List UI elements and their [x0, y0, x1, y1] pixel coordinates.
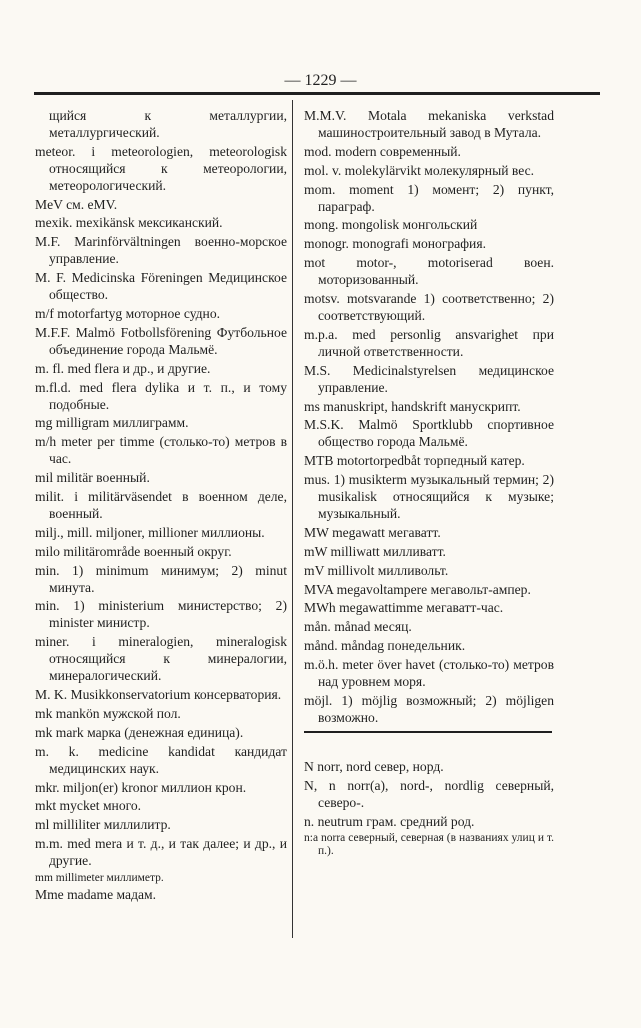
- dictionary-entry: M.M.V. Motala mekaniska verkstad машиностроительный завод в Мутала.: [304, 108, 554, 140]
- dictionary-entry: mkr. miljon(er) kronor миллион крон.: [35, 779, 247, 795]
- dictionary-entry: MWh megawattimme мегаватт-час.: [304, 600, 504, 616]
- dictionary-entry: mm millimeter миллиметр.: [35, 872, 164, 885]
- dictionary-entry: miner. i mineralogien, mineralogisk относящийся к минералогии, минералогический.: [35, 634, 287, 684]
- dictionary-entry: mW milliwatt милливатт.: [304, 543, 446, 559]
- dictionary-entry: m.p.a. med personlig ansvarighet при личной ответственности.: [304, 326, 554, 359]
- section-end-rule: [304, 731, 552, 733]
- dictionary-entry: milit. i militärväsendet в военном деле, военный.: [35, 489, 287, 521]
- dictionary-entry: m/f motorfartyg моторное судно.: [35, 305, 221, 321]
- dictionary-entry: min. 1) minimum минимум; 2) minut минута.: [35, 562, 287, 595]
- dictionary-entry: mån. månad месяц.: [304, 619, 412, 635]
- dictionary-entry: min. 1) ministerium министерство; 2) minister министр.: [35, 598, 287, 631]
- dictionary-entry: m. fl. med flera и др., и другие.: [35, 360, 211, 376]
- dictionary-entry: MeV см. eMV.: [35, 196, 118, 212]
- dictionary-entry: mg milligram миллиграмм.: [35, 415, 189, 431]
- dictionary-entry: m.fl.d. med flera dylika и т. п., и тому подобные.: [35, 379, 287, 412]
- left-column: [35, 108, 287, 906]
- dictionary-entry: motsv. motsvarande 1) соответственно; 2) соответствующий.: [304, 291, 554, 323]
- dictionary-entry: M. F. Medicinska Föreningen Медицинское общество.: [35, 270, 287, 303]
- dictionary-entry: mk mankön мужской пол.: [35, 705, 181, 721]
- dictionary-entry: M.S. Medicinalstyrelsen медицинское управление.: [304, 362, 554, 395]
- dictionary-entry: milo militärområde военный округ.: [35, 543, 232, 559]
- dictionary-entry: M.F. Marinförvältningen военно-морское управление.: [35, 234, 287, 267]
- dictionary-entry: N, n norr(a), nord-, nordlig северный, северо-.: [304, 777, 554, 810]
- dictionary-entry: mil militär военный.: [35, 470, 150, 486]
- dictionary-entry: mod. modern современный.: [304, 143, 461, 159]
- dictionary-entry: m.m. med mera и т. д., и так далее; и др., и другие.: [35, 836, 287, 869]
- dictionary-entry: M.F.F. Malmö Fotbollsförening Футбольное объединение города Мальмё.: [35, 324, 287, 357]
- dictionary-entry: MW megawatt мегаватт.: [304, 524, 441, 540]
- dictionary-entry: mot motor-, motoriserad воен. моторизованный.: [304, 255, 554, 288]
- dictionary-entry: M.S.K. Malmö Sportklubb спортивное общество города Мальмё.: [304, 417, 554, 450]
- dictionary-entry: m/h meter per timme (столько-то) метров в час.: [35, 434, 287, 467]
- dictionary-entry: mus. 1) musikterm музыкальный термин; 2) musikalisk относящийся к музыке; музыкальный.: [304, 472, 554, 521]
- page-number: — 1229 —: [284, 72, 357, 89]
- dictionary-entry: mkt mycket много.: [35, 798, 142, 814]
- dictionary-entry: m.ö.h. meter över havet (столько-то) метров над уровнем моря.: [304, 657, 554, 690]
- dictionary-entry: meteor. i meteorologien, meteorologisk относящийся к метеорологии, метеорологический.: [35, 143, 287, 193]
- dictionary-entry: n. neutrum грам. средний род.: [304, 813, 475, 829]
- section-gap: [304, 741, 554, 759]
- dictionary-entry: mexik. mexikänsk мексиканский.: [35, 215, 223, 231]
- dictionary-entry: mong. mongolisk монгольский: [304, 217, 478, 233]
- dictionary-entry: m. k. medicine kandidat кандидат медицинских наук.: [35, 743, 287, 776]
- dictionary-entry: mV millivolt милливольт.: [304, 562, 449, 578]
- dictionary-entry: mom. moment 1) момент; 2) пункт, параграф.: [304, 181, 554, 214]
- header-rule: [34, 92, 600, 95]
- dictionary-entry: n:a norra северный, северная (в названиях улиц и т. п.).: [304, 832, 554, 858]
- dictionary-entry: MTB motortorpedbåt торпедный катер.: [304, 453, 525, 469]
- dictionary-entry: monogr. monografi монография.: [304, 236, 486, 252]
- dictionary-entry: M. K. Musikkonservatorium консерватория.: [35, 687, 282, 702]
- dictionary-entry: ml milliliter миллилитр.: [35, 817, 171, 833]
- dictionary-entry: Mme madame мадам.: [35, 887, 157, 903]
- dictionary-entry: щийся к металлургии, металлургический.: [49, 108, 287, 140]
- dictionary-entry: mol. v. molekylärvikt молекулярный вес.: [304, 162, 535, 178]
- column-divider: [292, 100, 293, 938]
- dictionary-entry: ms manuskript, handskrift манускрипт.: [304, 398, 521, 414]
- dictionary-entry: milj., mill. miljoner, millioner миллионы.: [35, 524, 265, 540]
- dictionary-entry: MVA megavoltampere мегавольт-ампер.: [304, 581, 531, 597]
- dictionary-entry: N norr, nord север, норд.: [304, 758, 444, 774]
- right-column: [304, 108, 554, 860]
- dictionary-entry: månd. måndag понедельник.: [304, 638, 466, 654]
- dictionary-entry: möjl. 1) möjlig возможный; 2) möjligen возможно.: [304, 693, 554, 725]
- dictionary-entry: mk mark марка (денежная единица).: [35, 724, 244, 740]
